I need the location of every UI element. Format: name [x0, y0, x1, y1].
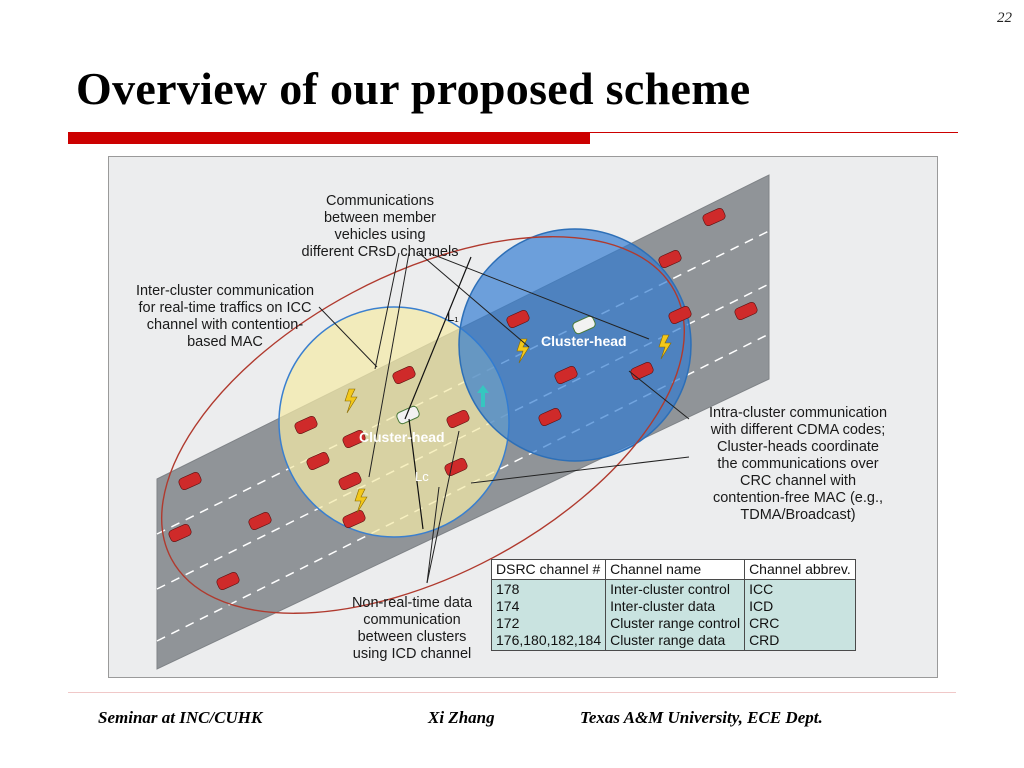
dimension-l1: L₁: [447, 309, 459, 324]
table-header: Channel abbrev.: [745, 560, 856, 580]
channel-abbrevs-cell: ICC ICD CRC CRD: [745, 580, 856, 651]
cluster-scheme-figure: [108, 156, 938, 678]
table-header: Channel name: [606, 560, 745, 580]
slide-title: Overview of our proposed scheme: [76, 63, 751, 114]
title-underline-thick: [68, 132, 590, 144]
label-member-comm: Communications between member vehicles using different CRsD channels: [301, 193, 459, 260]
footer-venue: Seminar at INC/CUHK: [98, 708, 263, 727]
dimension-lc: Lᴄ: [415, 469, 429, 484]
channel-table-body-row: [492, 580, 856, 651]
label-non-real-time: Non-real-time data communication between clusters using ICD channel: [351, 595, 473, 662]
label-intra-cluster: Intra-cluster communication with different CDMA codes; Cluster-heads coordinate the communications over CRC channel with contention-free MAC (e.g., TDMA/Broadcast): [708, 405, 888, 523]
footer-rule: [68, 692, 956, 693]
channel-table: [491, 559, 856, 651]
cluster-head-label-yellow: Cluster-head: [359, 429, 445, 445]
table-header: DSRC channel #: [492, 560, 606, 580]
label-inter-cluster: Inter-cluster communication for real-time traffics on ICC channel with contention- based MAC: [135, 283, 315, 350]
page-number: 22: [997, 10, 1012, 26]
cluster-head-label-blue: Cluster-head: [541, 333, 627, 349]
channel-table-header-row: [492, 560, 856, 580]
channel-names-cell: Inter-cluster control Inter-cluster data Cluster range control Cluster range data: [606, 580, 745, 651]
channel-numbers-cell: 178 174 172 176,180,182,184: [492, 580, 606, 651]
footer-author: Xi Zhang: [428, 708, 495, 727]
footer-affiliation: Texas A&M University, ECE Dept.: [580, 708, 823, 727]
